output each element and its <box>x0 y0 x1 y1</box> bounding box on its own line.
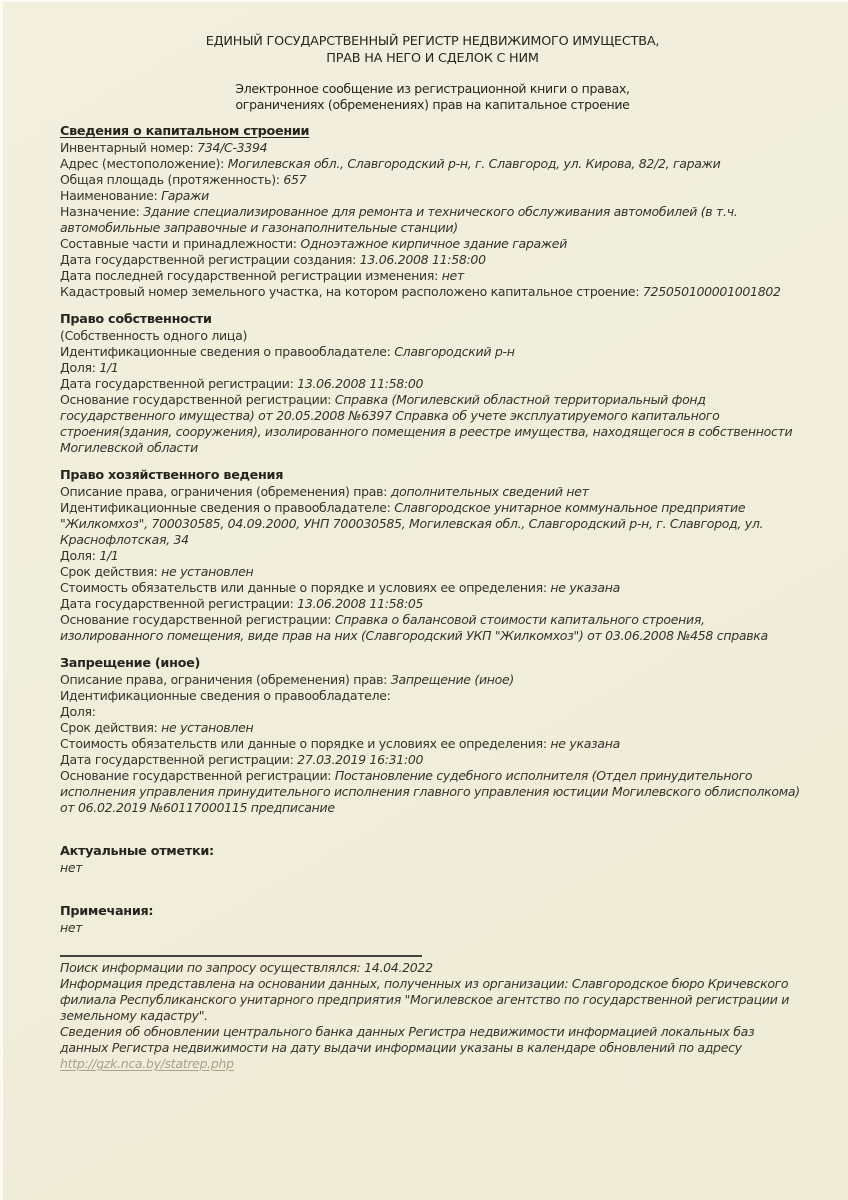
field-value: нет <box>438 268 464 283</box>
field-row <box>60 752 805 768</box>
field-value: 1/1 <box>95 548 119 563</box>
field-row <box>60 688 805 704</box>
statrep-link[interactable]: http://gzk.nca.by/statrep.php <box>60 1056 234 1071</box>
field-value: 1/1 <box>95 360 119 375</box>
field-label: Стоимость обязательств или данные о порядке и условиях ее определения: <box>60 580 547 595</box>
field-value: Постановление судебного исполнителя (Отдел принудительного исполнения управления принудительного исполнения главного управления юстиции Могилевского облисполкома) от 06.02.2019 №60117000115 предписание <box>60 768 800 815</box>
field-label: Срок действия: <box>60 720 158 735</box>
field-row <box>60 328 805 344</box>
field-label: Составные части и принадлежности: <box>60 236 297 251</box>
section-heading: Примечания: <box>60 904 154 919</box>
search-date-label: Поиск информации по запросу осуществлялся: <box>60 960 361 975</box>
section-heading: Актуальные отметки: <box>60 844 214 859</box>
section-heading: Сведения о капитальном строении <box>60 124 310 139</box>
field-row <box>60 720 805 736</box>
document-title <box>60 33 805 67</box>
field-value: не установлен <box>157 564 254 579</box>
field-value: Славгородский р-н <box>390 344 515 359</box>
field-row <box>60 564 805 580</box>
field-row <box>60 548 805 564</box>
section-fields <box>60 328 805 456</box>
field-value: 13.06.2008 11:58:00 <box>356 252 486 267</box>
register-section <box>60 468 805 644</box>
subtitle-line-2: ограничениях (обременениях) прав на капитальное строение <box>235 97 630 112</box>
field-value: 725050100001001802 <box>639 284 781 299</box>
field-label: Идентификационные сведения о правообладателе: <box>60 344 391 359</box>
field-value: Одноэтажное кирпичное здание гаражей <box>296 236 568 251</box>
field-label: Описание права, ограничения (обременения) прав: <box>60 484 388 499</box>
field-row <box>60 768 805 816</box>
sections-container <box>60 124 805 936</box>
field-label: Дата последней государственной регистрации изменения: <box>60 268 439 283</box>
field-row <box>60 376 805 392</box>
field-label: Назначение: <box>60 204 140 219</box>
info-source-paragraph: Информация представлена на основании данных, полученных из организации: Славгородское бюро Кричевского филиала Республиканского унитарного предприятия "Могилевское агентство по государственной регистрации и земельному кадастру". <box>60 976 790 1023</box>
subtitle-line-1: Электронное сообщение из регистрационной книги о правах, <box>235 81 630 96</box>
field-row <box>60 252 805 268</box>
section-heading: Запрещение (иное) <box>60 656 201 671</box>
field-row <box>60 140 805 156</box>
search-date-value: 14.04.2022 <box>364 960 433 975</box>
search-date-line <box>60 960 805 976</box>
field-row <box>60 236 805 252</box>
field-row <box>60 500 805 548</box>
field-value: Могилевская обл., Славгородский р-н, г. Славгород, ул. Кирова, 82/2, гаражи <box>224 156 721 171</box>
field-row <box>60 344 805 360</box>
section-fields <box>60 672 805 816</box>
field-row <box>60 580 805 596</box>
field-value: нет <box>60 920 83 935</box>
field-label: Идентификационные сведения о правообладателе: <box>60 500 391 515</box>
document-subtitle <box>60 81 805 113</box>
field-label: Доля: <box>60 704 96 719</box>
section-fields <box>60 860 805 876</box>
field-label: Инвентарный номер: <box>60 140 194 155</box>
field-value: 27.03.2019 16:31:00 <box>293 752 424 767</box>
footer-divider <box>60 955 422 957</box>
field-label: Наименование: <box>60 188 158 203</box>
field-row <box>60 704 805 720</box>
field-row <box>60 596 805 612</box>
field-value: 13.06.2008 11:58:05 <box>293 596 424 611</box>
update-info-paragraph: Сведения об обновлении центрального банка данных Регистра недвижимости информацией локальных баз данных Регистра недвижимости на дату выдачи информации указаны в календаре обновлений по адресу <box>60 1024 755 1055</box>
field-value: Славгородское унитарное коммунальное предприятие "Жилкомхоз", 700030585, 04.09.2000, УНП 700030585, Могилевская обл., Славгородский р-н, г. Славгород, ул. Краснофлотская, 34 <box>60 500 764 547</box>
field-row <box>60 484 805 500</box>
field-label: Дата государственной регистрации: <box>60 752 294 767</box>
field-row <box>60 268 805 284</box>
section-fields <box>60 140 805 300</box>
field-value: Здание специализированное для ремонта и технического обслуживания автомобилей (в т.ч. автомобильные заправочные и газонаполнительные станции) <box>60 204 738 235</box>
field-value: 13.06.2008 11:58:00 <box>293 376 424 391</box>
field-label: Доля: <box>60 548 96 563</box>
register-section <box>60 656 805 816</box>
field-label: Кадастровый номер земельного участка, на котором расположено капитальное строение: <box>60 284 640 299</box>
field-label: Дата государственной регистрации создания: <box>60 252 357 267</box>
field-label: Основание государственной регистрации: <box>60 612 332 627</box>
field-value: Гаражи <box>157 188 209 203</box>
field-row <box>60 920 805 936</box>
field-row <box>60 156 805 172</box>
field-label: (Собственность одного лица) <box>60 328 248 343</box>
field-label: Доля: <box>60 360 96 375</box>
title-line-1: ЕДИНЫЙ ГОСУДАРСТВЕННЫЙ РЕГИСТР НЕДВИЖИМОГО ИМУЩЕСТВА, <box>205 34 660 49</box>
field-label: Стоимость обязательств или данные о порядке и условиях ее определения: <box>60 736 547 751</box>
field-label: Адрес (местоположение): <box>60 156 225 171</box>
section-heading: Право собственности <box>60 312 212 327</box>
register-section <box>60 124 805 300</box>
field-value: Запрещение (иное) <box>387 672 514 687</box>
title-line-2: ПРАВ НА НЕГО И СДЕЛОК С НИМ <box>326 51 539 66</box>
field-row <box>60 360 805 376</box>
section-fields <box>60 920 805 936</box>
field-label: Идентификационные сведения о правообладателе: <box>60 688 391 703</box>
field-value: Справка (Могилевский областной территориальный фонд государственного имущества) от 20.05.2008 №6397 Справка об учете эксплуатируемого капитального строения(здания, сооружения), изолированного помещения в реестре имущества, находящегося в собственности Могилевской области <box>60 392 793 455</box>
field-row <box>60 172 805 188</box>
field-row <box>60 612 805 644</box>
register-section <box>60 844 805 876</box>
field-value: нет <box>60 860 83 875</box>
field-value: 734/С-3394 <box>193 140 268 155</box>
field-value: не установлен <box>157 720 254 735</box>
field-label: Основание государственной регистрации: <box>60 392 332 407</box>
register-section <box>60 312 805 456</box>
section-fields <box>60 484 805 644</box>
field-row <box>60 736 805 752</box>
field-row <box>60 284 805 300</box>
field-label: Общая площадь (протяженность): <box>60 172 280 187</box>
field-value: не указана <box>546 580 620 595</box>
field-row <box>60 392 805 456</box>
field-label: Основание государственной регистрации: <box>60 768 332 783</box>
field-value: 657 <box>279 172 307 187</box>
field-label: Описание права, ограничения (обременения) прав: <box>60 672 388 687</box>
document-header <box>60 33 805 113</box>
field-value: дополнительных сведений нет <box>387 484 589 499</box>
field-row <box>60 188 805 204</box>
field-row <box>60 672 805 688</box>
field-value: Справка о балансовой стоимости капитального строения, изолированного помещения, виде прав на них (Славгородский УКП "Жилкомхоз") от 03.06.2008 №458 справка <box>60 612 768 643</box>
field-label: Дата государственной регистрации: <box>60 376 294 391</box>
field-value: не указана <box>546 736 620 751</box>
register-section <box>60 904 805 936</box>
document-footer <box>60 955 805 1072</box>
field-label: Срок действия: <box>60 564 158 579</box>
field-row <box>60 860 805 876</box>
section-heading: Право хозяйственного ведения <box>60 468 284 483</box>
field-row <box>60 204 805 236</box>
field-label: Дата государственной регистрации: <box>60 596 294 611</box>
